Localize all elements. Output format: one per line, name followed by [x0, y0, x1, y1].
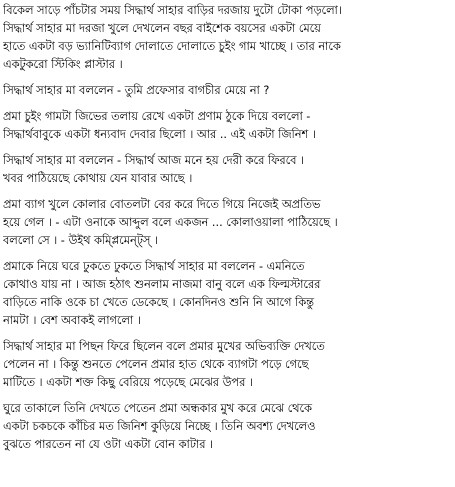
paragraph-2: [3, 82, 452, 100]
text-line: খবর পাঠিয়েছে কোথায় যেন যাবার আছে ।: [3, 172, 193, 185]
paragraph-6: [3, 258, 452, 330]
text-line: একটা চকচকে কাঁচির মত জিনিশ কুড়িয়ে নিচ্ছে । তিনি অবশ্য দেখলেও: [3, 420, 316, 433]
text-line: সিদ্ধার্থ সাহার মা বললেন - সিদ্ধার্থ আজ মনে হয় দেরী করে ফিরবে ।: [3, 154, 305, 167]
text-line: একটুকরো স্টিকিং প্লাস্টার ।: [3, 58, 123, 71]
text-line: প্রমা ব্যাগ খুলে কোলার বোতলটা বের করে দিতে গিয়ে নিজেই অপ্রতিভ: [3, 198, 321, 211]
text-line: বললো সে । - উইথ কম্প্লিমেন্ট্স্ ।: [3, 234, 158, 247]
paragraph-gap: [3, 100, 452, 108]
text-line: হাতে একটা বড় ভ্যানিটিব্যাগ দোলাতে দোলাতে চুইং গাম খাচ্ছে । তার নাকে: [3, 40, 341, 53]
paragraph-8: [3, 400, 452, 454]
text-line: পেলেন না । কিন্তু শুনতে পেলেন প্রমার হাত থেকে ব্যাগটা পড়ে গেছে: [3, 358, 309, 371]
paragraph-1: [3, 2, 452, 74]
paragraph-gap: [3, 250, 452, 258]
paragraph-gap: [3, 188, 452, 196]
text-line: হয়ে গেল । - এটা ওনাকে আব্দুল বলে একজন ... কোলাওয়ালা পাঠিয়েছে ।: [3, 216, 338, 229]
text-line: বিকেল সাড়ে পাঁচটার সময় সিদ্ধার্থ সাহার বাড়ির দরজায় দুটো টোকা পড়লো।: [3, 4, 342, 17]
paragraph-4: [3, 152, 452, 188]
text-line: প্রমাকে নিয়ে ঘরে ঢুকতে ঢুকতে সিদ্ধার্থ সাহার মা বললেন - এমনিতে: [3, 260, 305, 273]
text-line: বুঝতে পারতেন না যে ওটা একটা বোন কাটার ।: [3, 438, 214, 451]
text-line: কোথাও যায় না । আজ হঠাৎ শুনলাম নাজমা বানু বলে এক ফিল্মস্টারের: [3, 278, 321, 291]
paragraph-7: [3, 338, 452, 392]
paragraph-gap: [3, 330, 452, 338]
paragraph-3: [3, 108, 452, 144]
text-line: প্রমা চুইং গামটা জিভের তলায় রেখে একটা প্রণাম ঠুকে দিয়ে বললো -: [3, 110, 311, 123]
text-line: সিদ্ধার্থ সাহার মা দরজা খুলে দেখলেন বছর বাইশেক বয়সের একটা মেয়ে: [3, 22, 321, 35]
text-line: সিদ্ধার্থ সাহার মা বললেন - তুমি প্রফেসার বাগচীর মেয়ে না ?: [3, 84, 270, 97]
paragraph-gap: [3, 74, 452, 82]
text-line: মাটিতে । একটা শক্ত কিছু বেরিয়ে পড়েছে মেঝের উপর ।: [3, 376, 253, 389]
text-line: সিদ্ধার্থবাবুকে একটা ধন্যবাদ দেবার ছিলো । আর .. এই একটা জিনিশ ।: [3, 128, 316, 141]
text-line: নামটা । বেশ অবাকই লাগলো ।: [3, 314, 141, 327]
paragraph-gap: [3, 392, 452, 400]
text-line: বাড়িতে নাকি ওকে চা খেতে ডেকেছে । কোনদিনও শুনি নি আগে কিন্তু: [3, 296, 314, 309]
paragraph-5: [3, 196, 452, 250]
paragraph-gap: [3, 144, 452, 152]
text-line: ঘুরে তাকালে তিনি দেখতে পেতেন প্রমা অন্ধকার মুখ করে মেঝে থেকে: [3, 402, 312, 415]
text-line: সিদ্ধার্থ সাহার মা পিছন ফিরে ছিলেন বলে প্রমার মুখের অভিব্যক্তি দেখতে: [3, 340, 325, 353]
